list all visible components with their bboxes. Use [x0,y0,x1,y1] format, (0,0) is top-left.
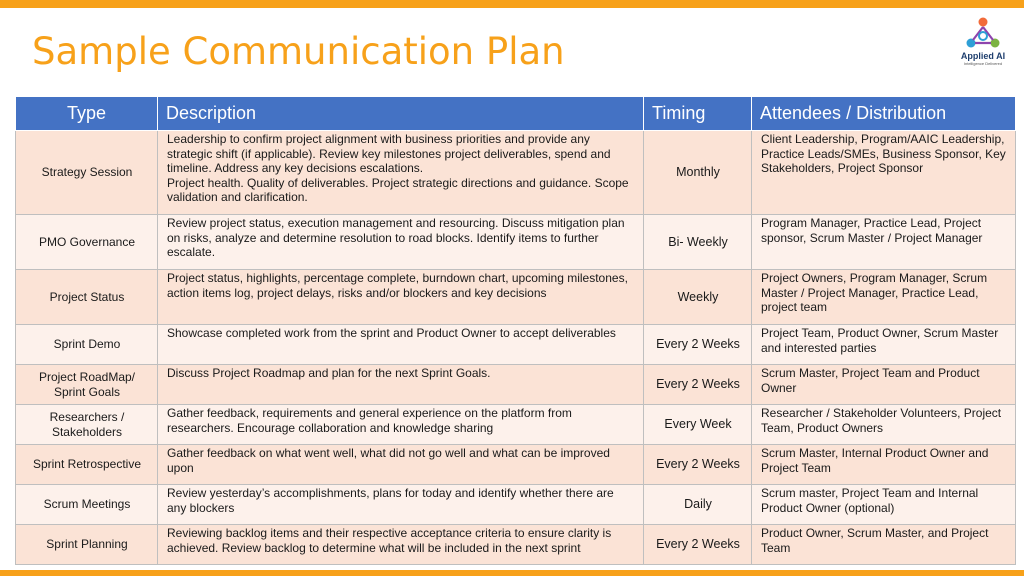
cell-type: Sprint Planning [16,525,158,565]
page-title: Sample Communication Plan [32,30,565,73]
table-row [16,270,1016,325]
cell-timing: Every 2 Weeks [644,525,752,565]
table-row [16,131,1016,215]
header-description: Description [158,97,644,131]
cell-description: Leadership to confirm project alignment with business priorities and provide any strategic shift (if applicable). Review key milestones project deliverables, spend and timeline. Address any key decisions escalations. Project health. Quality of deliverables. Project strategic directions and guidance. Scope validation and clarification. [158,131,644,215]
company-logo [950,16,1016,72]
cell-type: Project RoadMap/ Sprint Goals [16,365,158,405]
cell-timing: Every Week [644,405,752,445]
cell-timing: Daily [644,485,752,525]
cell-description: Gather feedback, requirements and general experience on the platform from researchers. Encourage collaboration and knowledge sharing [158,405,644,445]
table-row [16,365,1016,405]
table-row [16,325,1016,365]
cell-attendees: Client Leadership, Program/AAIC Leadership, Practice Leads/SMEs, Business Sponsor, Key Stakeholders, Project Sponsor [752,131,1016,215]
cell-type: Strategy Session [16,131,158,215]
cell-description: Reviewing backlog items and their respective acceptance criteria to ensure clarity is achieved. Review backlog to determine what will be included in the next sprint [158,525,644,565]
cell-description: Project status, highlights, percentage complete, burndown chart, upcoming milestones, action items log, project delays, risks and/or blockers and key decisions [158,270,644,325]
cell-attendees: Researcher / Stakeholder Volunteers, Project Team, Product Owners [752,405,1016,445]
cell-type: Sprint Retrospective [16,445,158,485]
header-type: Type [16,97,158,131]
table-header-row [16,97,1016,131]
logo-mark-icon [965,16,1001,50]
cell-timing: Every 2 Weeks [644,325,752,365]
header-timing: Timing [644,97,752,131]
table-row [16,485,1016,525]
cell-description: Review project status, execution management and resourcing. Discuss mitigation plan on risks, analyze and determine resolution to road blocks. Identify items to further escalate. [158,215,644,270]
cell-description: Showcase completed work from the sprint and Product Owner to accept deliverables [158,325,644,365]
cell-attendees: Product Owner, Scrum Master, and Project Team [752,525,1016,565]
logo-tagline: Intelligence Delivered [963,61,1003,66]
cell-timing: Every 2 Weeks [644,445,752,485]
cell-attendees: Scrum Master, Internal Product Owner and Project Team [752,445,1016,485]
cell-type: PMO Governance [16,215,158,270]
cell-attendees: Program Manager, Practice Lead, Project sponsor, Scrum Master / Project Manager [752,215,1016,270]
cell-type: Scrum Meetings [16,485,158,525]
cell-type: Project Status [16,270,158,325]
header-attendees: Attendees / Distribution [752,97,1016,131]
cell-description: Discuss Project Roadmap and plan for the next Sprint Goals. [158,365,644,405]
cell-timing: Monthly [644,131,752,215]
table-row [16,215,1016,270]
bottom-accent-bar [0,570,1024,576]
table-row [16,445,1016,485]
cell-timing: Weekly [644,270,752,325]
cell-description: Review yesterday’s accomplishments, plans for today and identify whether there are any blockers [158,485,644,525]
logo-name: Applied AI [960,51,1006,61]
cell-attendees: Project Team, Product Owner, Scrum Master and interested parties [752,325,1016,365]
cell-attendees: Scrum Master, Project Team and Product Owner [752,365,1016,405]
cell-type: Researchers / Stakeholders [16,405,158,445]
cell-timing: Every 2 Weeks [644,365,752,405]
cell-type: Sprint Demo [16,325,158,365]
top-accent-bar [0,0,1024,8]
cell-attendees: Project Owners, Program Manager, Scrum Master / Project Manager, Practice Lead, project team [752,270,1016,325]
table-row [16,525,1016,565]
cell-timing: Bi- Weekly [644,215,752,270]
cell-description: Gather feedback on what went well, what did not go well and what can be improved upon [158,445,644,485]
cell-attendees: Scrum master, Project Team and Internal Product Owner (optional) [752,485,1016,525]
communication-plan-table [15,96,1016,565]
table-row [16,405,1016,445]
